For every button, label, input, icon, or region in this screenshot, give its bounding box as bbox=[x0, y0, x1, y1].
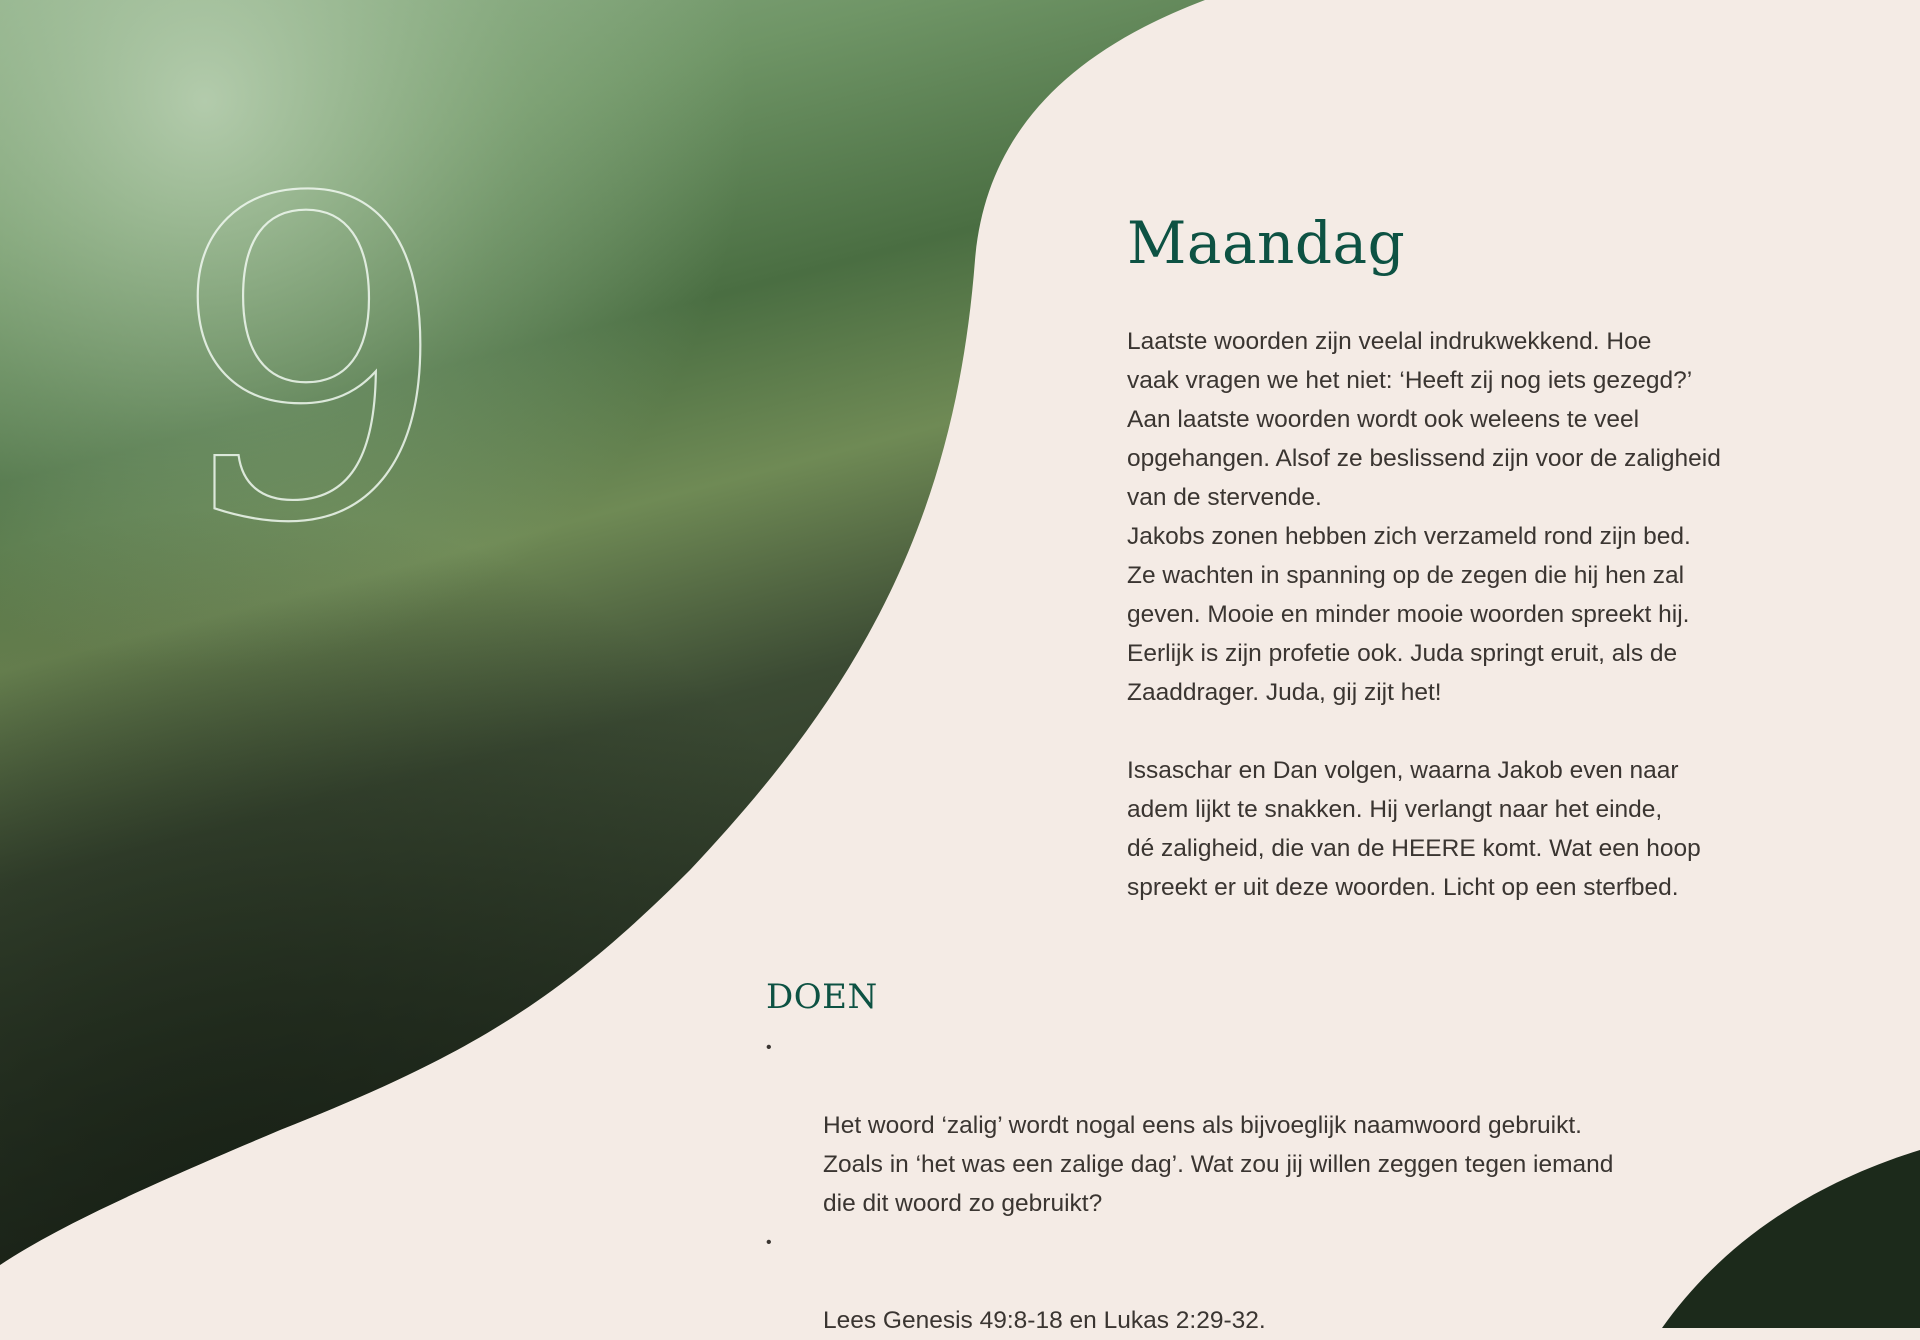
bullet-icon: • bbox=[766, 1039, 772, 1056]
body-text bbox=[1127, 322, 1767, 907]
day-number bbox=[170, 107, 450, 619]
paragraph: Issaschar en Dan volgen, waarna Jakob even naar adem lijkt te snakken. Hij verlangt naar het einde, dé zaligheid, die van de HEERE komt. Wat een hoop spreekt er uit deze woorden. Licht op een sterfbed. bbox=[1127, 757, 1701, 901]
page-title: Maandag bbox=[1127, 209, 1406, 277]
paragraph: Laatste woorden zijn veelal indrukwekkend. Hoe vaak vragen we het niet: ‘Heeft zij nog iets gezegd?’ Aan laatste woorden wordt ook weleens te veel opgehangen. Alsof ze beslissend zijn voor de zaligheid van de stervende. Jakobs zonen hebben zich verzameld rond zijn bed. Ze wachten in spanning op de zegen die hij hen zal geven. Mooie en minder mooie woorden spreekt hij. Eerlijk is zijn profetie ook. Juda springt eruit, als de Zaaddrager. Juda, gij zijt het! bbox=[1127, 328, 1721, 706]
doen-heading: DOEN bbox=[766, 977, 878, 1017]
svg-text:9: 9 bbox=[170, 107, 450, 619]
list-item-text: Lees Genesis 49:8-18 en Lukas 2:29-32. bbox=[823, 1307, 1266, 1334]
doen-list bbox=[766, 1028, 1666, 1340]
list-item bbox=[766, 1028, 1666, 1223]
list-item bbox=[766, 1223, 1666, 1340]
bullet-icon: • bbox=[766, 1234, 772, 1251]
corner-wave-shape bbox=[1662, 1150, 1920, 1328]
doen-section bbox=[766, 977, 1666, 1340]
list-item-text: Het woord ‘zalig’ wordt nogal eens als bijvoeglijk naamwoord gebruikt. Zoals in ‘het was een zalige dag’. Wat zou jij willen zeggen tegen iemand die dit woord zo gebruikt? bbox=[823, 1112, 1614, 1217]
